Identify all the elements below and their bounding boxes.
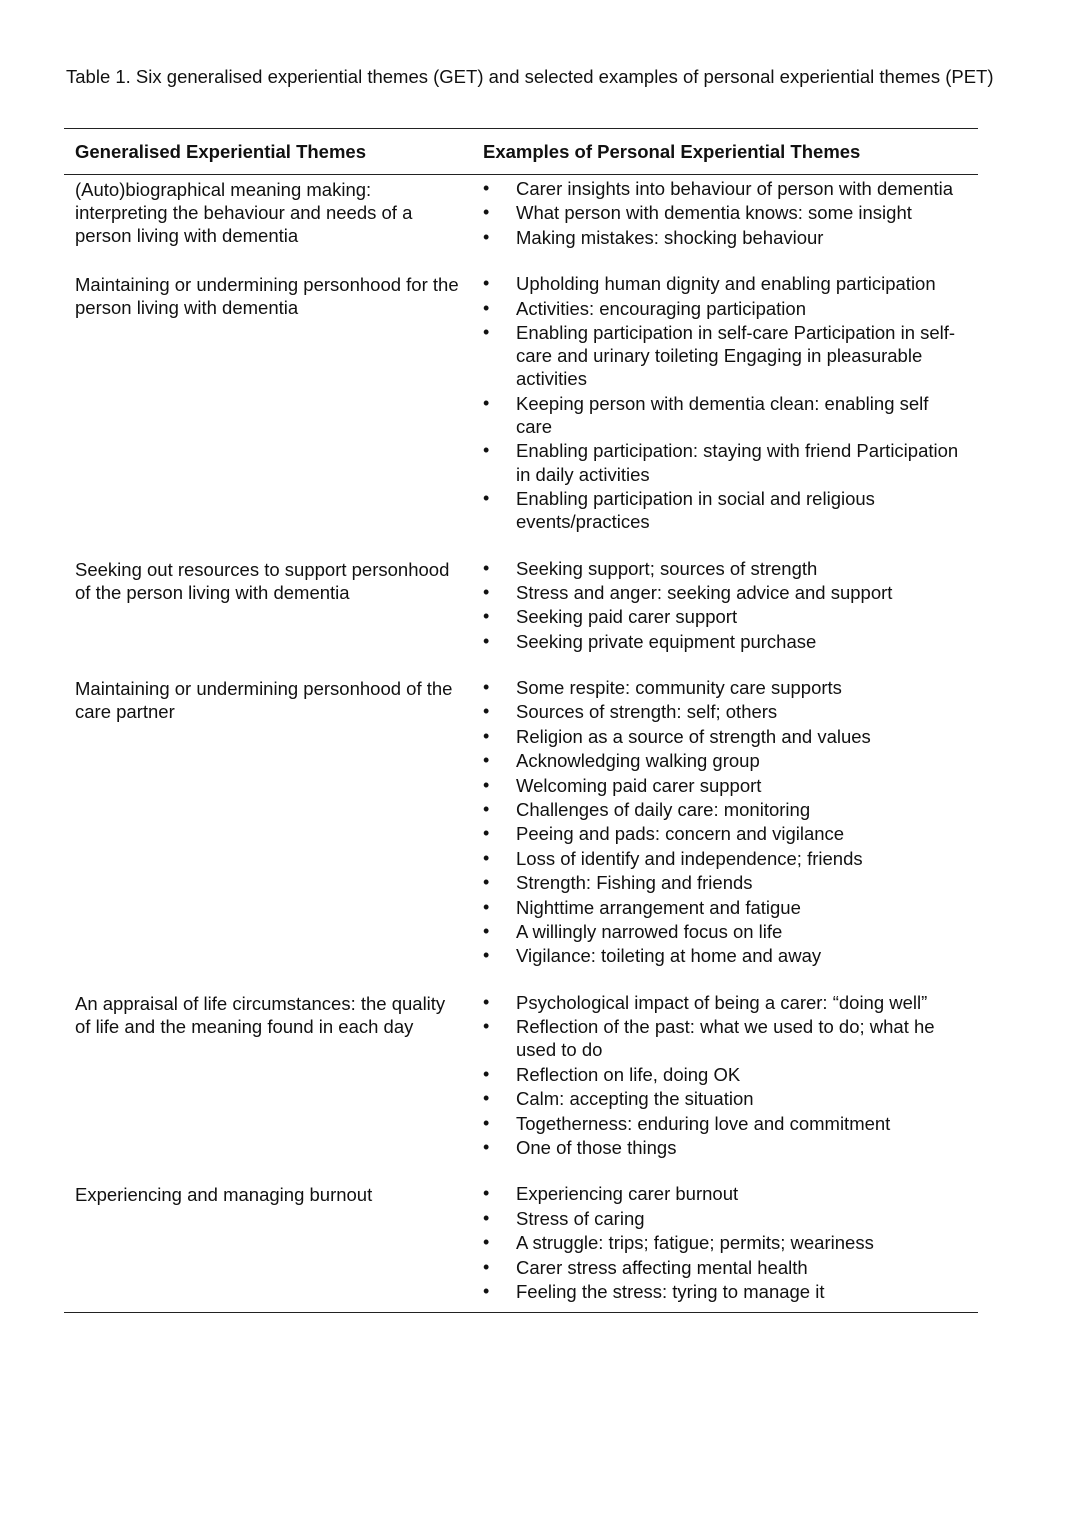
bullet-icon: • <box>483 1256 490 1277</box>
bullet-icon: • <box>483 945 490 966</box>
personal-theme-text: Psychological impact of being a carer: “doing well” <box>516 991 928 1013</box>
bullet-icon: • <box>483 1088 490 1109</box>
bullet-icon: • <box>483 273 490 294</box>
personal-theme-text: Reflection of the past: what we used to do; what he used to do <box>516 1016 935 1061</box>
list-item <box>483 798 978 821</box>
table-row <box>64 676 978 969</box>
list-item <box>483 676 978 699</box>
personal-theme-text: Carer insights into behaviour of person with dementia <box>516 178 954 199</box>
bullet-icon: • <box>483 487 490 508</box>
list-item <box>483 1231 978 1254</box>
bullet-icon: • <box>483 991 490 1012</box>
personal-themes-list <box>483 1182 978 1304</box>
personal-theme-text: Feeling the stress: tyring to manage it <box>516 1280 825 1302</box>
personal-theme-text: Welcoming paid carer support <box>516 774 762 796</box>
personal-themes-list <box>483 177 978 250</box>
bullet-icon: • <box>483 896 490 917</box>
personal-theme-text: Calm: accepting the situation <box>516 1088 754 1110</box>
personal-theme-text: Reflection on life, doing OK <box>516 1063 741 1085</box>
list-item <box>483 1256 978 1279</box>
bullet-icon: • <box>483 921 490 941</box>
personal-theme-text: Stress of caring <box>516 1207 645 1229</box>
bullet-icon: • <box>483 606 490 627</box>
personal-theme-text: Activities: encouraging participation <box>516 297 806 319</box>
list-item <box>483 557 978 580</box>
bullet-icon: • <box>483 630 490 651</box>
bullet-icon: • <box>483 1016 490 1037</box>
list-item <box>483 774 978 797</box>
generalised-theme-cell: Maintaining or undermining personhood of the care partner <box>75 678 453 723</box>
list-item <box>483 439 978 485</box>
personal-theme-text: Seeking support; sources of strength <box>516 557 818 579</box>
bullet-icon: • <box>483 774 490 795</box>
personal-theme-text: Challenges of daily care: monitoring <box>516 799 811 821</box>
list-item <box>483 822 978 845</box>
bullet-icon: • <box>483 297 490 318</box>
list-item <box>483 392 978 438</box>
bullet-icon: • <box>483 1136 490 1157</box>
list-item <box>483 226 978 249</box>
generalised-theme-cell: Experiencing and managing burnout <box>75 1184 373 1206</box>
list-item <box>483 297 978 320</box>
bullet-icon: • <box>483 872 490 893</box>
bullet-icon: • <box>483 1063 490 1084</box>
list-item <box>483 725 978 748</box>
personal-themes-list <box>483 272 978 534</box>
generalised-theme-cell: (Auto)biographical meaning making: interpreting the behaviour and needs of a person living with dementia <box>75 179 413 247</box>
list-item <box>483 700 978 723</box>
personal-theme-text: Acknowledging walking group <box>516 750 760 772</box>
list-item <box>483 1136 978 1159</box>
personal-theme-text: Stress and anger: seeking advice and support <box>516 581 893 603</box>
personal-theme-text: Enabling participation: staying with friend Participation in daily activities <box>516 440 959 485</box>
personal-theme-text: Seeking paid carer support <box>516 606 738 628</box>
list-item <box>483 1087 978 1110</box>
list-item <box>483 896 978 919</box>
bullet-icon: • <box>483 1232 490 1253</box>
list-item <box>483 201 978 224</box>
themes-table <box>64 128 978 1313</box>
bullet-icon: • <box>483 178 490 198</box>
generalised-theme-cell: Maintaining or undermining personhood for the person living with dementia <box>75 274 459 319</box>
table-row <box>64 177 978 250</box>
personal-theme-text: Carer stress affecting mental health <box>516 1256 808 1278</box>
personal-theme-text: A struggle: trips; fatigue; permits; weariness <box>516 1232 874 1254</box>
personal-theme-text: What person with dementia knows: some insight <box>516 202 912 224</box>
bullet-icon: • <box>483 847 490 868</box>
table-row <box>64 272 978 534</box>
personal-themes-list <box>483 557 978 655</box>
bullet-icon: • <box>483 1112 490 1133</box>
list-item <box>483 487 978 533</box>
table-header-row <box>64 129 978 175</box>
header-personal-themes: Examples of Personal Experiential Themes <box>483 140 861 162</box>
personal-theme-text: Religion as a source of strength and values <box>516 725 871 747</box>
list-item <box>483 321 978 391</box>
generalised-theme-cell: Seeking out resources to support personhood of the person living with dementia <box>75 558 450 603</box>
bullet-icon: • <box>483 321 490 342</box>
bullet-icon: • <box>483 1207 490 1228</box>
personal-theme-text: Vigilance: toileting at home and away <box>516 945 822 967</box>
bullet-icon: • <box>483 677 490 698</box>
bullet-icon: • <box>483 202 490 223</box>
bullet-icon: • <box>483 440 490 461</box>
personal-theme-text: Strength: Fishing and friends <box>516 872 753 894</box>
table-row <box>64 991 978 1161</box>
list-item <box>483 177 978 200</box>
list-item <box>483 272 978 295</box>
table-body <box>64 175 978 1312</box>
personal-theme-text: Togetherness: enduring love and commitment <box>516 1112 891 1134</box>
personal-theme-text: Keeping person with dementia clean: enabling self care <box>516 392 929 437</box>
personal-theme-text: Nighttime arrangement and fatigue <box>516 896 801 918</box>
bullet-icon: • <box>483 581 490 602</box>
list-item <box>483 991 978 1014</box>
personal-theme-text: Seeking private equipment purchase <box>516 630 817 652</box>
list-item <box>483 871 978 894</box>
list-item <box>483 605 978 628</box>
bullet-icon: • <box>483 750 490 771</box>
bullet-icon: • <box>483 557 490 578</box>
list-item <box>483 1112 978 1135</box>
bullet-icon: • <box>483 799 490 820</box>
bullet-icon: • <box>483 392 490 413</box>
personal-theme-text: One of those things <box>516 1136 677 1158</box>
personal-theme-text: Enabling participation in self-care Participation in self-care and urinary toileting Engaging in pleasurable activities <box>516 321 956 390</box>
list-item <box>483 1015 978 1061</box>
bullet-icon: • <box>483 1183 490 1204</box>
list-item <box>483 920 978 943</box>
list-item <box>483 847 978 870</box>
personal-theme-text: Loss of identify and independence; friends <box>516 847 863 869</box>
personal-theme-text: Enabling participation in social and religious events/practices <box>516 487 875 533</box>
bullet-icon: • <box>483 226 490 247</box>
table-caption: Table 1. Six generalised experiential themes (GET) and selected examples of personal experiential themes (PET) <box>66 66 994 87</box>
generalised-theme-cell: An appraisal of life circumstances: the quality of life and the meaning found in each day <box>75 992 446 1037</box>
personal-theme-text: Upholding human dignity and enabling participation <box>516 273 936 295</box>
personal-theme-text: A willingly narrowed focus on life <box>516 921 783 942</box>
personal-themes-list <box>483 991 978 1161</box>
personal-theme-text: Sources of strength: self; others <box>516 701 778 723</box>
list-item <box>483 630 978 653</box>
bullet-icon: • <box>483 1280 490 1301</box>
personal-theme-text: Some respite: community care supports <box>516 677 842 699</box>
bullet-icon: • <box>483 701 490 722</box>
bullet-icon: • <box>483 725 490 746</box>
table-row <box>64 1182 978 1304</box>
bullet-icon: • <box>483 823 490 844</box>
list-item <box>483 1280 978 1303</box>
list-item <box>483 1182 978 1205</box>
list-item <box>483 581 978 604</box>
personal-theme-text: Experiencing carer burnout <box>516 1183 739 1205</box>
table-row <box>64 557 978 655</box>
personal-themes-list <box>483 676 978 969</box>
personal-theme-text: Peeing and pads: concern and vigilance <box>516 823 845 845</box>
list-item <box>483 749 978 772</box>
list-item <box>483 1063 978 1086</box>
list-item <box>483 944 978 967</box>
header-generalised-themes: Generalised Experiential Themes <box>75 140 366 162</box>
personal-theme-text: Making mistakes: shocking behaviour <box>516 226 824 248</box>
list-item <box>483 1207 978 1230</box>
